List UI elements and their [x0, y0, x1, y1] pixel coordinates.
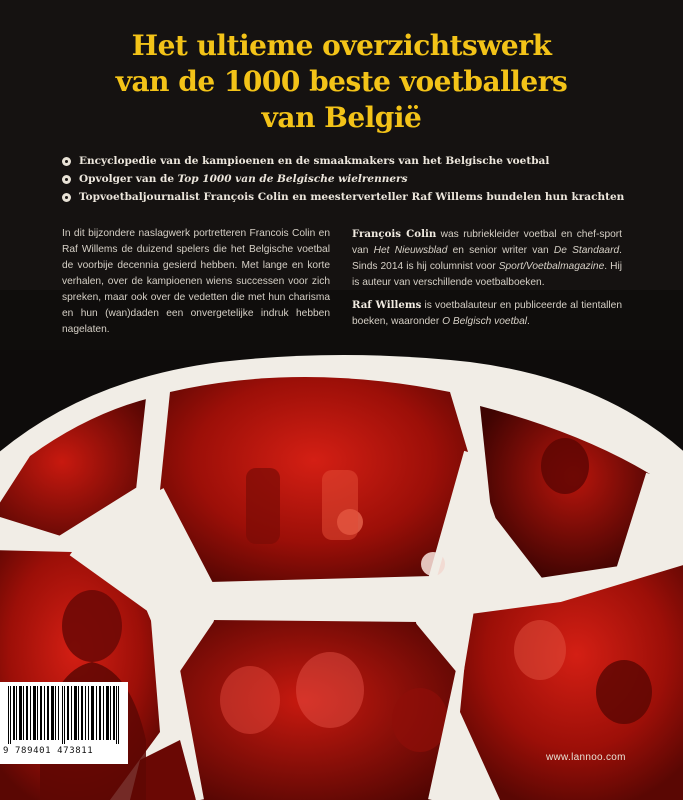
headline — [0, 28, 683, 136]
barcode — [0, 682, 128, 764]
isbn-number: 9 789401 473811 — [3, 746, 94, 756]
bullet-emphasis: Top 1000 van de Belgische wielrenners — [177, 173, 408, 185]
bullet-list — [62, 152, 662, 206]
author-name: François Colin — [352, 228, 437, 240]
author-name: Raf Willems — [352, 299, 422, 311]
football-icon — [62, 175, 71, 184]
headline-line-3: van België — [261, 101, 422, 134]
headline-line-2: van de 1000 beste voetballers — [115, 65, 568, 98]
author-bio-willems: Raf Willems is voetbalauteur en publiceerde al tientallen boeken, waaronder O Belgisch voetbal. — [352, 299, 622, 327]
bullet-item — [62, 152, 662, 170]
bullet-text: Topvoetbaljournalist François Colin en meesterverteller Raf Willems bundelen hun krachten — [79, 191, 625, 203]
bullet-item — [62, 188, 662, 206]
authors-column — [352, 226, 622, 336]
bullet-text: Opvolger van de Top 1000 van de Belgische wielrenners — [79, 173, 408, 185]
bullet-text: Encyclopedie van de kampioenen en de smaakmakers van het Belgische voetbal — [79, 155, 550, 167]
headline-line-1: Het ultieme overzichtswerk — [131, 29, 552, 62]
football-icon — [62, 193, 71, 202]
football-icon — [62, 157, 71, 166]
intro-text: In dit bijzondere naslagwerk portretteren Francois Colin en Raf Willems de duizend spelers die het Belgische voetbal de voorbije decennia gesierd hebben. Met lange en korte verhalen, over de kampioenen wiens successen voor zich spreken, maar ook over de vedetten die met hun charisma en hun (wan)daden een onvergetelijke indruk hebben nagelaten. — [62, 228, 330, 335]
bullet-item — [62, 170, 662, 188]
author-bio-colin: François Colin was rubriekleider voetbal en chef-sport van Het Nieuwsblad en senior writer van De Standaard. Sinds 2014 is hij columnist voor Sport/Voetbalmagazine. Hij is auteur van verschillende voetbalboeken. — [352, 228, 622, 288]
publisher-website[interactable]: www.lannoo.com — [546, 752, 626, 763]
photo-panel-match — [160, 377, 468, 586]
barcode-bars — [8, 686, 120, 744]
intro-column — [62, 226, 330, 344]
